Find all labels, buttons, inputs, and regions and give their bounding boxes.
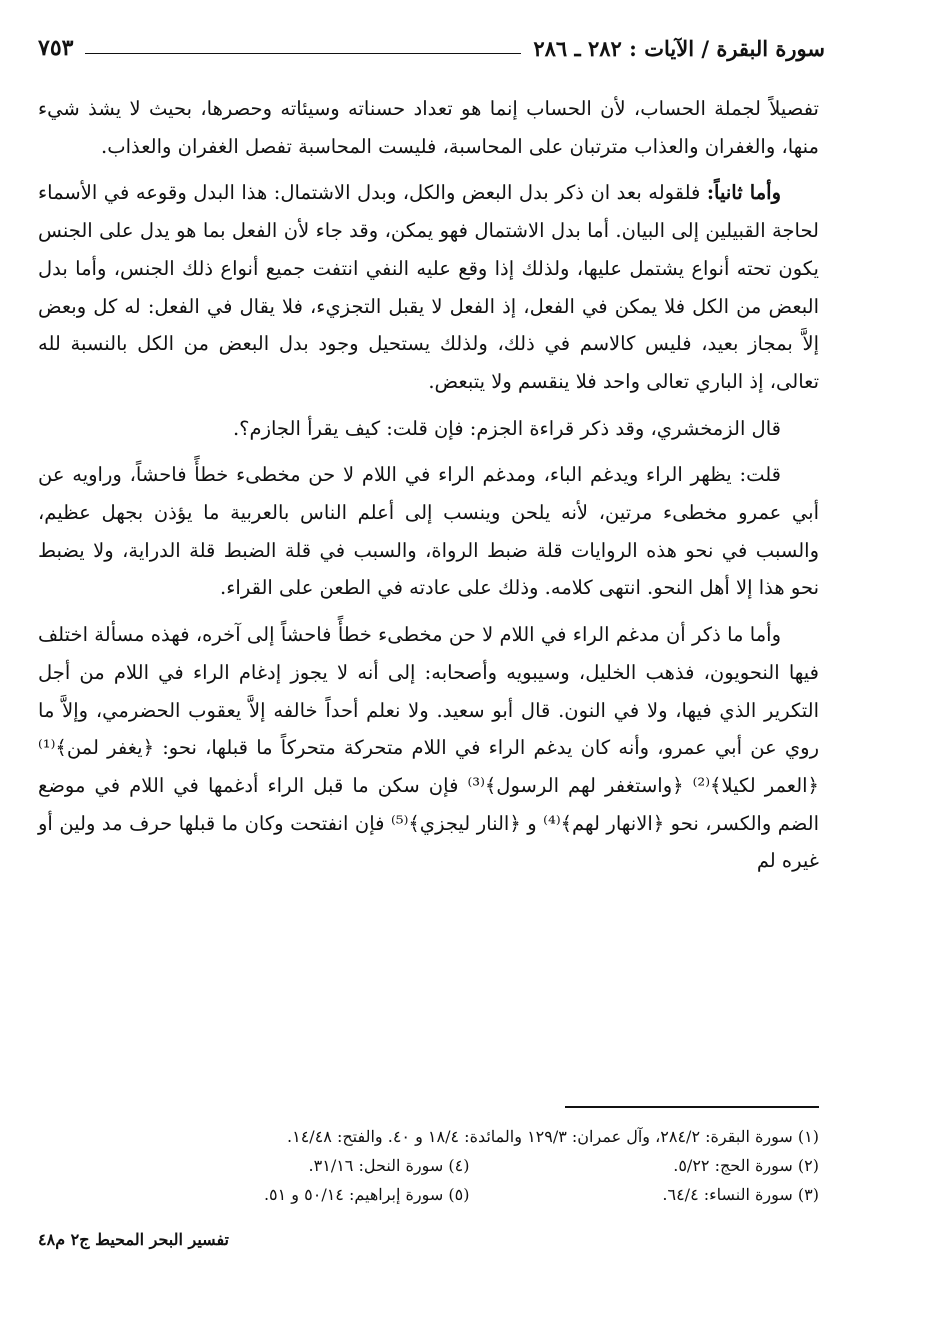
header-rule — [85, 53, 521, 54]
footnotes — [120, 1122, 819, 1209]
paragraph-2 — [38, 174, 819, 400]
footnote-row-3 — [120, 1180, 819, 1209]
paragraph-4-lead: قلت: — [739, 463, 781, 487]
paragraph-5: وأما ما ذكر أن مدغم الراء في اللام لا حن مخطىء خطأً فاحشاً إلى آخره، فهذه مسألة اختلف فيها النحويون، فذهب الخليل، وسيبويه وأصحابه: إلى أنه لا يجوز إدغام الراء في اللام من أجل التكرير الذي فيها، ولا في النون. قال أبو سعيد. ولا نعلم أحداً خالفه إلاَّ يعقوب الحضرمي، وإلاَّ ما روي عن أبي عمرو، وأنه كان يدغم الراء في اللام متحركة متحركاً ما قبلها، نحو: ﴿يغفر لمن﴾⁽¹⁾ ﴿العمر لكيلا﴾⁽²⁾ ﴿واستغفر لهم الرسول﴾⁽³⁾ فإن سكن ما قبل الراء أدغمها في اللام في موضع الضم والكسر، نحو ﴿الانهار لهم﴾⁽⁴⁾ و ﴿النار ليجزي﴾⁽⁵⁾ فإن انفتحت وكان ما قبلها حرف مد ولين أو غيره لم — [38, 623, 819, 873]
footnote-separator — [565, 1106, 819, 1108]
paragraph-2-lead: وأما ثانياً: — [706, 181, 781, 205]
main-text — [38, 90, 819, 889]
paragraph-2-text: فلقوله بعد ان ذكر بدل البعض والكل، وبدل الاشتمال: هذا البدل وقوعه في الأسماء لحاجة القبيلين إلى البيان. أما بدل الاشتمال فهو يمكن، وقد جاء لأن الفعل بما هو يدل على الجنس يكون تحته أنواع يشتمل عليها، ولذلك إذا وقع عليه النفي انتفت جميع أنواع ذلك الجنس، وأما بدل البعض من الكل فلا يمكن في الفعل، إذ الفعل لا يقبل التجزيء، فلا يقال في الفعل: له كل وبعض إلاَّ بمجاز بعيد، فليس كالاسم في ذلك، ولذلك يستحيل وجود بدل البعض من الكل بالنسبة لله تعالى، إذ الباري تعالى واحد فلا ينقسم ولا يتبعض. — [38, 181, 819, 393]
paragraph-4 — [38, 456, 819, 607]
running-header — [38, 28, 825, 68]
header-title: سورة البقرة / الآيات : ٢٨٢ ـ ٢٨٦ — [533, 35, 825, 61]
printer-signature: تفسير البحر المحيط ج٢ م٤٨ — [38, 1230, 229, 1249]
page-number: ٧٥٣ — [38, 35, 74, 61]
paragraph-1: تفصيلاً لجملة الحساب، لأن الحساب إنما هو تعداد حسناته وسيئاته وحصرها، بحيث لا يشذ شيء منها، والغفران والعذاب مترتبان على المحاسبة، فليست المحاسبة تفصل الغفران والعذاب. — [38, 97, 819, 158]
paragraph-3: قال الزمخشري، وقد ذكر قراءة الجزم: فإن قلت: كيف يقرأ الجازم؟. — [232, 416, 781, 440]
footnote-4: (٤) سورة النحل: ٣١/١٦. — [308, 1156, 470, 1175]
footnote-2: (٢) سورة الحج: ٥/٢٢. — [673, 1156, 819, 1175]
footnote-1: (١) سورة البقرة: ٢٨٤/٢، وآل عمران: ١٢٩/٣ والمائدة: ١٨/٤ و ٤٠. والفتح: ١٤/٤٨. — [287, 1127, 819, 1146]
paragraph-4-text: يظهر الراء ويدغم الباء، ومدغم الراء في اللام لا حن مخطىء خطأً فاحشاً، وراويه عن أبي عمرو مخطىء مرتين، لأنه يلحن وينسب إلى أعلم الناس بالعربية ما يؤذن بجهل عظيم، والسبب في نحو هذه الروايات قلة ضبط الرواة، والسبب في قلة الضبط قلة الدراية، ولا يضبط نحو هذا إلا أهل النحو. انتهى كلامه. وذلك على عادته في الطعن على القراء. — [38, 463, 819, 600]
footnote-5: (٥) سورة إبراهيم: ٥٠/١٤ و ٥١. — [263, 1185, 470, 1204]
footnote-row-2 — [120, 1151, 819, 1180]
footnote-3: (٣) سورة النساء: ٦٤/٤. — [662, 1185, 819, 1204]
footnote-row-1 — [120, 1122, 819, 1151]
